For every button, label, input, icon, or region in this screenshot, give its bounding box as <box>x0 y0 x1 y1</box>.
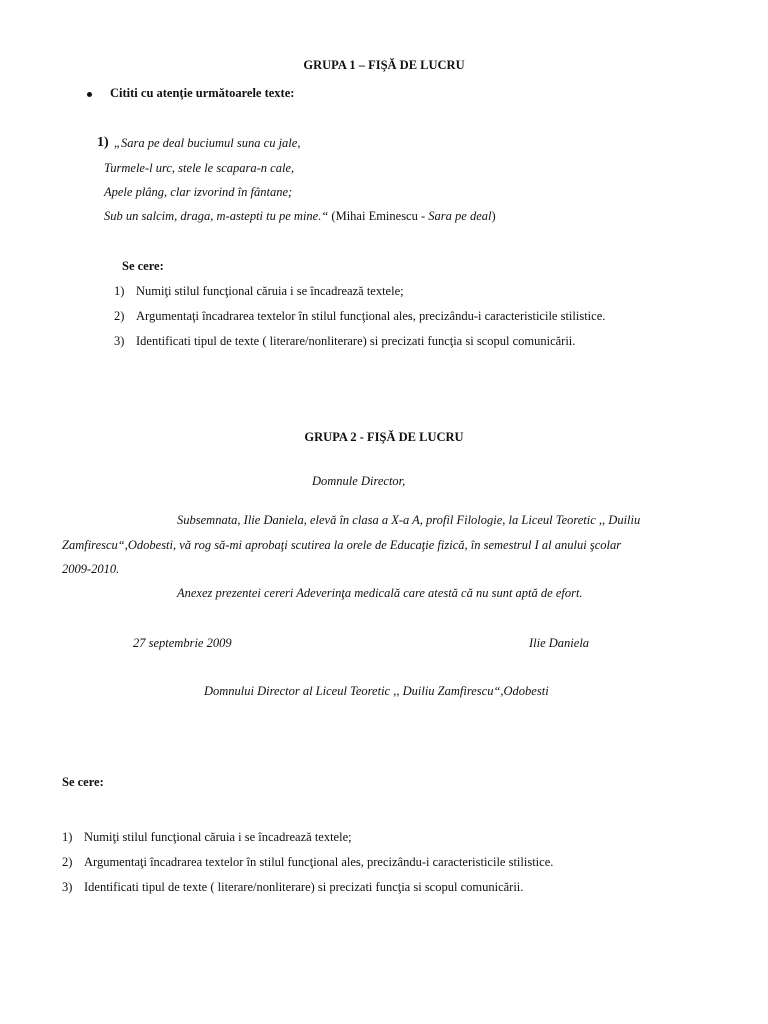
group2-se-cere: Se cere: <box>62 775 104 789</box>
group2-task-text: Numiţi stilul funcţional căruia i se încadrează textele; <box>84 830 352 844</box>
letter-date: 27 septembrie 2009 <box>133 636 232 650</box>
group1-task-num: 2) <box>114 309 125 323</box>
group1-task-num: 3) <box>114 334 125 348</box>
letter-addressee: Domnului Director al Liceul Teoretic ,, Duiliu Zamfirescu“,Odobesti <box>204 684 549 698</box>
letter-body-line: Zamfirescu“,Odobesti, vă rog să-mi aprobaţi scutirea la orele de Educaţie fizică, în semestrul I al anului şcolar <box>62 538 622 552</box>
letter-annex: Anexez prezentei cereri Adeverinţa medicală care atestă că nu sunt aptă de efort. <box>177 586 583 600</box>
letter-body-line: 2009-2010. <box>62 562 120 576</box>
group1-task-text: Identificati tipul de texte ( literare/nonliterare) si precizati funcţia si scopul comunicării. <box>136 334 576 348</box>
poem-line: Apele plâng, clar izvorind în fântane; <box>104 185 293 199</box>
letter-signature: Ilie Daniela <box>529 636 590 650</box>
group1-task-num: 1) <box>114 284 125 298</box>
group1-se-cere: Se cere: <box>122 259 164 273</box>
group2-task-text: Argumentaţi încadrarea textelor în stilul funcţional ales, precizându-i caracteristicile stilistice. <box>84 855 554 869</box>
letter-body-line: Subsemnata, Ilie Daniela, elevă în clasa a X-a A, profil Filologie, la Liceul Teoretic ,, Duiliu <box>177 513 641 527</box>
poem-attribution-close: ) <box>491 209 496 223</box>
poem-attribution-title: Sara pe deal <box>428 209 492 223</box>
group2-task-text: Identificati tipul de texte ( literare/nonliterare) si precizati funcţia si scopul comunicării. <box>84 880 524 894</box>
poem-line: „Sara pe deal buciumul suna cu jale, <box>114 136 301 150</box>
poem-line: Sub un salcim, draga, m-astepti tu pe mine.“ <box>104 209 329 223</box>
group2-title: GRUPA 2 - FIŞĂ DE LUCRU <box>304 430 464 444</box>
bullet-icon <box>87 92 92 97</box>
poem-last-line <box>104 209 496 224</box>
poem-line: Turmele-l urc, stele le scapara-n cale, <box>104 161 295 175</box>
group2-task-num: 3) <box>62 880 73 894</box>
group1-title: GRUPA 1 – FIŞĂ DE LUCRU <box>303 58 465 72</box>
group1-instruction: Cititi cu atenţie următoarele texte: <box>110 86 295 100</box>
group1-task-text: Argumentaţi încadrarea textelor în stilul funcţional ales, precizându-i caracteristicile stilistice. <box>136 309 606 323</box>
letter-salutation: Domnule Director, <box>312 474 406 488</box>
group2-task-num: 2) <box>62 855 73 869</box>
poem-attribution-author: (Mihai Eminescu - <box>331 209 429 223</box>
group1-task-text: Numiţi stilul funcţional căruia i se încadrează textele; <box>136 284 404 298</box>
poem-number: 1) <box>97 135 109 150</box>
group2-task-num: 1) <box>62 830 73 844</box>
